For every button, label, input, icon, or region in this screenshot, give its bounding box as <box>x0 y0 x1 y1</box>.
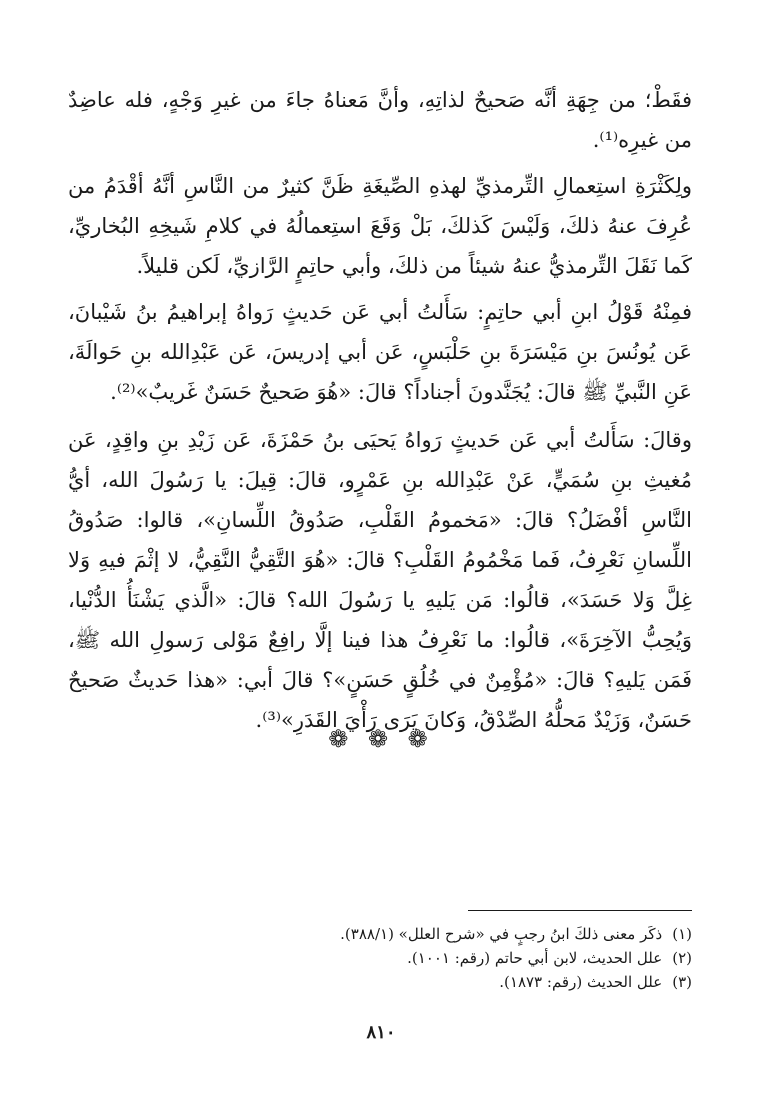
section-separator-icon: ❁ ❁ ❁ <box>328 725 434 753</box>
paragraph-2: ولِكَثْرَةِ استِعمالِ التِّرمذيِّ لهذهِ الصِّيغَةِ ظَنَّ كثيرٌ من النَّاسِ أنَّهُ أقْدَمُ من عُرِفَ عنهُ ذلكَ، وَلَيْسَ كَذلكَ، بَلْ وَقَعَ استِعمالُهُ في كلامِ شَيخِهِ البُخاريِّ، كَما نَقَلَ التِّرمذيُّ عنهُ شيئاً من ذلكَ، وأبي حاتِمٍ الرَّازيِّ، لَكن قليلاً. <box>68 174 692 278</box>
main-text <box>68 80 692 746</box>
footnote-1 <box>68 922 692 946</box>
footnotes <box>68 922 692 994</box>
footnote-divider <box>468 910 692 911</box>
footnote-number: (٣) <box>672 973 692 991</box>
paragraph-3: فمِنْهُ قَوْلُ ابنِ أبي حاتِمٍ: سَأَلتُ أبي عَن حَديثٍ رَواهُ إبراهيمُ بنُ شَيْبانَ، عَن يُونُسَ بنِ مَيْسَرَةَ بنِ حَلْبَسٍ، عَن أبي إدريسَ، عَن عَبْدِالله بنِ حَوالَةَ، عَنِ النَّبيِّ ﷺ قالَ: يُجَنَّدونَ أجناداً؟ قالَ: «هُوَ صَحيحٌ حَسَنٌ غَريبٌ»⁽²⁾. <box>68 300 692 404</box>
footnote-2 <box>68 946 692 970</box>
paragraph-1: فقَطْ؛ من جِهَةِ أنَّه صَحيحٌ لذاتِهِ، وأنَّ مَعناهُ جاءَ من غيرِ وَجْهٍ، فله عاضِدٌ من غيرِه⁽¹⁾. <box>68 88 692 152</box>
footnote-3 <box>68 970 692 994</box>
page-number: ٨١٠ <box>366 1022 396 1043</box>
footnote-text: علل الحديث، لابن أبي حاتم (رقم: ١٠٠١). <box>407 949 663 967</box>
footnote-number: (٢) <box>672 949 692 967</box>
footnote-number: (١) <box>672 925 692 943</box>
paragraph-4: وقالَ: سَأَلتُ أبي عَن حَديثٍ رَواهُ يَحيَى بنُ حَمْزَةَ، عَن زَيْدِ بنِ واقِدٍ، عَن مُغيثِ بنِ سُمَيٍّ، عَنْ عَبْدِالله بنِ عَمْرٍو، قالَ: قِيلَ: يا رَسُولَ الله، أيُّ النَّاسِ أفْضَلُ؟ قالَ: «مَخمومُ القَلْبِ، صَدُوقُ اللِّسانِ»، قالوا: صَدُوقُ اللِّسانِ نَعْرِفُ، فَما مَخْمُومُ القَلْبِ؟ قالَ: «هُوَ التَّقِيُّ النَّقِيُّ، لا إثْمَ فيهِ وَلا غِلَّ وَلا حَسَدَ»، قالُوا: مَن يَليهِ يا رَسُولَ الله؟ قالَ: «الَّذي يَشْنَأُ الدُّنْيا، وَيُحِبُّ الآخِرَةَ»، قالُوا: ما نَعْرِفُ هذا فينا إلَّا رافِعٌ مَوْلى رَسولِ الله ﷺ، فَمَن يَليهِ؟ قالَ: «مُؤْمِنٌ في خُلُقٍ حَسَنٍ»؟ قالَ أبي: «هذا حَديثٌ صَحيحٌ حَسَنٌ، وَزَيْدٌ مَحلُّهُ الصِّدْقُ، وَكانَ يَرَى رَأْيَ القَدَرِ»⁽³⁾. <box>68 428 692 732</box>
footnote-text: ذكَر معنى ذلكَ ابنُ رجبٍ في «شرح العلل» (٣٨٨/١). <box>340 925 663 943</box>
footnote-text: علل الحديث (رقم: ١٨٧٣). <box>499 973 663 991</box>
